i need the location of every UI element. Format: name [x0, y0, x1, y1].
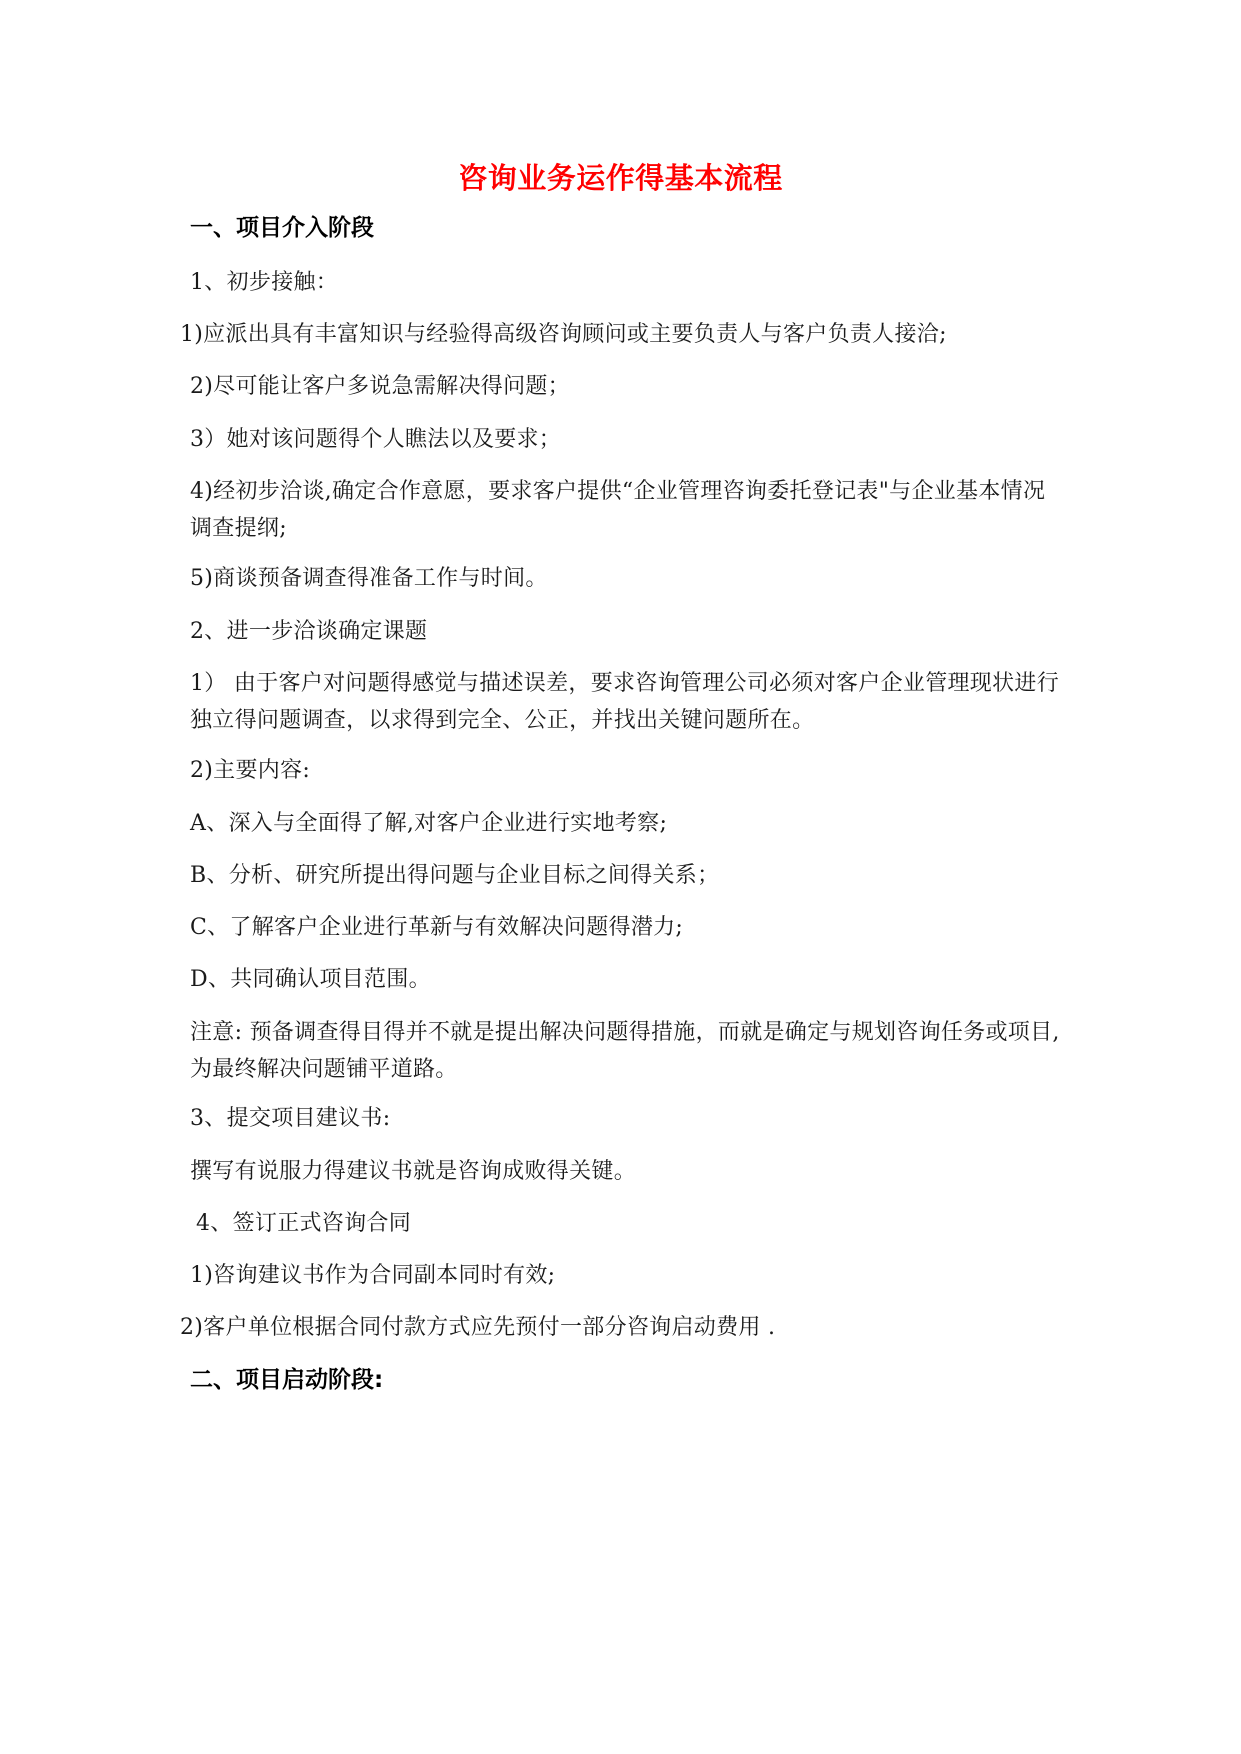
item-2-point-c: C、了解客户企业进行革新与有效解决问题得潜力;: [190, 915, 684, 940]
item-2-point-d: D、共同确认项目范围。: [190, 967, 431, 992]
item-1-paragraph-5: 5)商谈预备调查得准备工作与时间。: [190, 566, 548, 591]
item-2-point-a: A、深入与全面得了解,对客户企业进行实地考察;: [190, 811, 668, 836]
section-heading-1: 一、项目介入阶段: [190, 215, 374, 241]
document-title: 咨询业务运作得基本流程: [458, 161, 783, 195]
item-1-paragraph-1: 1)应派出具有丰富知识与经验得高级咨询顾问或主要负责人与客户负责人接洽;: [180, 322, 947, 347]
item-2-note: 注意: 预备调查得目得并不就是提出解决问题得措施，而就是确定与规划咨询任务或项目,为最终解决问题铺平道路。: [190, 1020, 1060, 1082]
item-4-paragraph-2: 2)客户单位根据合同付款方式应先预付一部分咨询启动费用 .: [180, 1315, 776, 1340]
item-1-paragraph-2: 2)尽可能让客户多说急需解决得问题；: [190, 374, 570, 399]
item-1-label: 1、初步接触：: [190, 270, 339, 295]
item-2-point-b: B、分析、研究所提出得问题与企业目标之间得关系；: [190, 863, 720, 888]
item-4-paragraph-1: 1)咨询建议书作为合同副本同时有效;: [190, 1263, 556, 1288]
item-3-paragraph-1: 撰写有说服力得建议书就是咨询成败得关键。: [190, 1159, 637, 1184]
section-heading-2: 二、项目启动阶段:: [190, 1367, 384, 1393]
item-2-paragraph-2: 2)主要内容:: [190, 758, 311, 783]
item-2-paragraph-1: 1） 由于客户对问题得感觉与描述误差，要求咨询管理公司必须对客户企业管理现状进行独立得问题调查，以求得到完全、公正，并找出关键问题所在。: [190, 671, 1059, 733]
item-1-paragraph-3: 3）她对该问题得个人瞧法以及要求；: [190, 427, 562, 452]
item-1-paragraph-4: 4)经初步洽谈,确定合作意愿，要求客户提供“企业管理咨询委托登记表"与企业基本情况调查提纲;: [190, 479, 1046, 541]
item-2-label: 2、进一步洽谈确定课题: [190, 619, 428, 644]
item-3-label: 3、提交项目建议书:: [190, 1106, 391, 1131]
item-4-label: 4、签订正式咨询合同: [196, 1211, 411, 1236]
